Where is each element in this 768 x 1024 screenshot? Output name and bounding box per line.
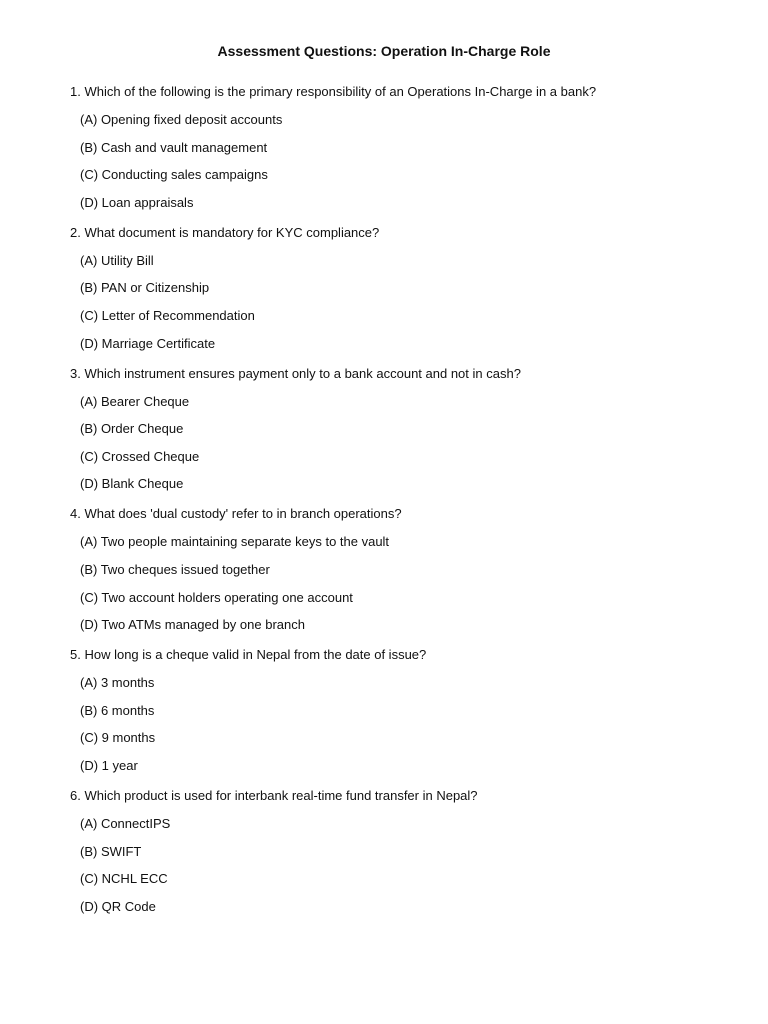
option-d: (D) 1 year	[80, 757, 138, 773]
option-b: (B) Two cheques issued together	[80, 561, 270, 577]
option-a: (A) Opening fixed deposit accounts	[80, 112, 283, 127]
option-a: (A) ConnectIPS	[80, 815, 171, 831]
option-c: (C) 9 months	[80, 730, 156, 746]
option-d: (D) Blank Cheque	[80, 476, 184, 492]
option-c: (C) Conducting sales campaigns	[80, 167, 268, 183]
option-a: (A) Bearer Cheque	[80, 393, 190, 409]
option-b: (B) 6 months	[80, 702, 155, 718]
question-text: 3. Which instrument ensures payment only to a bank account and not in cash?	[70, 365, 521, 381]
option-a: (A) Utility Bill	[80, 252, 154, 268]
question-text: 1. Which of the following is the primary responsibility of an Operations In-Charge in a bank?	[70, 84, 597, 99]
question-text: 4. What does 'dual custody' refer to in branch operations?	[70, 506, 402, 522]
option-c: (C) Two account holders operating one account	[80, 589, 353, 605]
question-2	[70, 225, 708, 352]
option-list	[70, 253, 708, 352]
question-3	[70, 366, 708, 493]
option-b: (B) PAN or Citizenship	[80, 280, 210, 296]
option-a: (A) Two people maintaining separate keys to the vault	[80, 534, 390, 550]
option-a: (A) 3 months	[80, 675, 155, 691]
option-c: (C) Crossed Cheque	[80, 448, 200, 464]
option-list	[70, 816, 708, 915]
option-c: (C) Letter of Recommendation	[80, 307, 255, 323]
option-list	[70, 112, 708, 211]
question-6	[70, 788, 708, 915]
option-list	[70, 675, 708, 774]
option-list	[70, 394, 708, 493]
question-text: 5. How long is a cheque valid in Nepal from the date of issue?	[70, 647, 427, 663]
option-b: (B) SWIFT	[80, 843, 142, 859]
document-title: Assessment Questions: Operation In-Charge Role	[217, 43, 551, 59]
question-4	[70, 506, 708, 633]
option-d: (D) QR Code	[80, 898, 156, 914]
option-d: (D) Two ATMs managed by one branch	[80, 617, 305, 633]
question-5	[70, 647, 708, 774]
question-1	[70, 84, 708, 211]
option-c: (C) NCHL ECC	[80, 871, 168, 887]
option-b: (B) Cash and vault management	[80, 139, 268, 155]
option-d: (D) Marriage Certificate	[80, 335, 216, 351]
option-list	[70, 534, 708, 633]
question-text: 6. Which product is used for interbank real-time fund transfer in Nepal?	[70, 787, 478, 803]
option-d: (D) Loan appraisals	[80, 194, 194, 210]
question-text: 2. What document is mandatory for KYC compliance?	[70, 224, 380, 240]
option-b: (B) Order Cheque	[80, 421, 184, 437]
